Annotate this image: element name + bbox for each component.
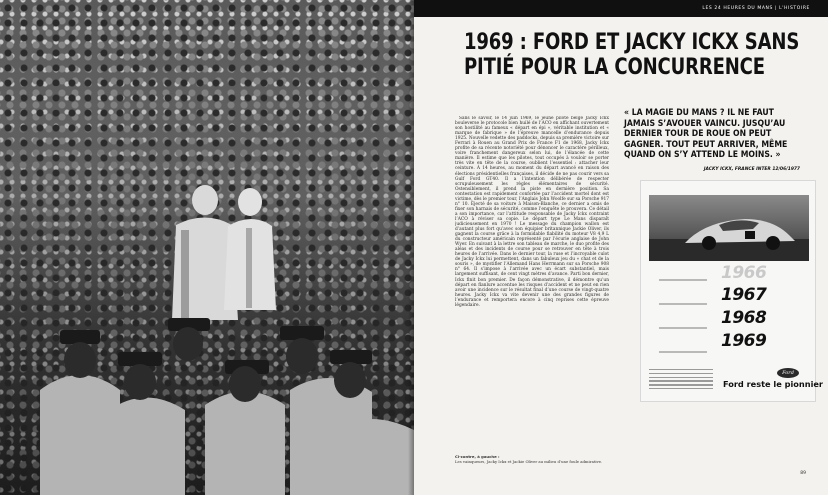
ad-body-copy (649, 369, 713, 392)
article-title (464, 30, 800, 80)
ad-year-1968: 1968 (721, 308, 767, 328)
ad-year-1967: 1967 (721, 285, 767, 305)
article-title-line-2: PITIÉ POUR LA CONCURRENCE (464, 55, 765, 80)
page-number: 89 (800, 471, 806, 476)
pull-quote-author: JACKY ICKX, FRANCE INTER 12/06/1977 (703, 167, 800, 172)
article-body: Sans le savoir, le 14 juin 1969, le jeune pilote belge Jacky Ickx bouleverse le protocole bien huilé de l’ACO en affichant ouvertement son hostilité au fameux « départ en épi », véritable institution et « marque de fabrique » de l’épreuve mancelle d’endurance depuis 1925. Nouvelle vedette des paddocks, depuis sa première victoire sur Ferrari à Rouen au Grand Prix de France F1 de 1968, Jacky Ickx profite de sa récente notoriété pour dénoncer le caractère périlleux, voire franchement dangereux selon lui, de l’élancée de cette manière. Il estime que les pilotes, tout occupés à vouloir se porter très vite en tête de la course, oublient l’essentiel : attacher leur ceinture. À 14 heures, au moment du départ avancé en raison des élections présidentielles françaises, il décide de ne pas courir vers sa Gulf Ford GT40. Il a l’intention délibérée de respecter scrupuleusement les règles élémentaires de sécurité. Ostensiblement, il prend la piste en dernière position. Sa contestation est rapidement confortée par l’accident mortel dont est victime, dès le premier tour, l’Anglais John Woolfe sur sa Porsche 917 n° 10. Éjecté de sa voiture à Maison-Blanche, ce dernier a omis de fixer son harnais de sécurité, comme l’enquête le prouvera. Ce détail a son importance, car l’attitude responsable de Jacky Ickx contraint l’ACO à réviser sa copie. Le départ type Le Mans disparaît judicieusement en 1970 ! Le message du champion wallon est d’autant plus fort qu’avec son équipier britannique Jackie Oliver, ils gagnent la course grâce à la formidable fiabilité du moteur V8 4,9 L du constructeur américain représenté par l’écurie anglaise de John Wyer. En suivant à la lettre son tableau de marche, le duo profite des aléas et des incidents de course pour se retrouver en tête à trois heures de l’arrivée. Dans le dernier tour, la ruse et l’incroyable culot de Jacky Ickx lui permettent, dans un fabuleux jeu du « chat et de la souris », de mystifier l’Allemand Hans Herrmann sur sa Porsche 908 n° 64. Il s’impose à l’arrivée avec un écart substantiel, mais largement suffisant, de cent vingt mètres d’avance. Parti bon dernier, Ickx finit bon premier. De façon démonstrative, il démontre qu’un départ en flanlure accentue les risques d’accident et ne peut en rien avoir une incidence sur le résultat final d’une course de vingt-quatre heures. Jacky Ickx va vite devenir une des grandes figures de l’endurance et remportera encore à cinq reprises cette épreuve légendaire. (455, 116, 609, 308)
ad-text-line (659, 279, 707, 281)
ford-advertisement (640, 180, 823, 402)
ad-year-1966: 1966 (721, 263, 767, 283)
ad-year-1969: 1969 (721, 331, 767, 351)
photo-caption (455, 454, 715, 464)
ad-text-line (659, 303, 707, 305)
running-head: LES 24 HEURES DU MANS | L'HISTOIRE (414, 0, 828, 17)
article-page (414, 0, 828, 495)
ad-tagline: Ford reste le pionnier (723, 379, 823, 389)
article-title-line-1: 1969 : FORD ET JACKY ICKX SANS (464, 30, 800, 55)
pull-quote: « LA MAGIE DU MANS ? IL NE FAUT JAMAIS S’AVOUER VAINCU. JUSQU’AU DERNIER TOUR DE ROUE ON PEUT GAGNER. TOUT PEUT ARRIVER, MÊME QUAND ON S’Y ATTEND LE MOINS. » (624, 108, 788, 161)
photo-caption-title: Ci-contre, à gauche : (455, 454, 500, 459)
ad-text-line (659, 327, 707, 329)
ad-text-line (659, 351, 707, 353)
ford-logo-icon: Ford (777, 368, 799, 378)
ad-footer (649, 365, 823, 397)
photo-caption-text: Les vainqueurs, Jacky Ickx et Jackie Oliver au milieu d’une foule admirative. (455, 459, 603, 464)
